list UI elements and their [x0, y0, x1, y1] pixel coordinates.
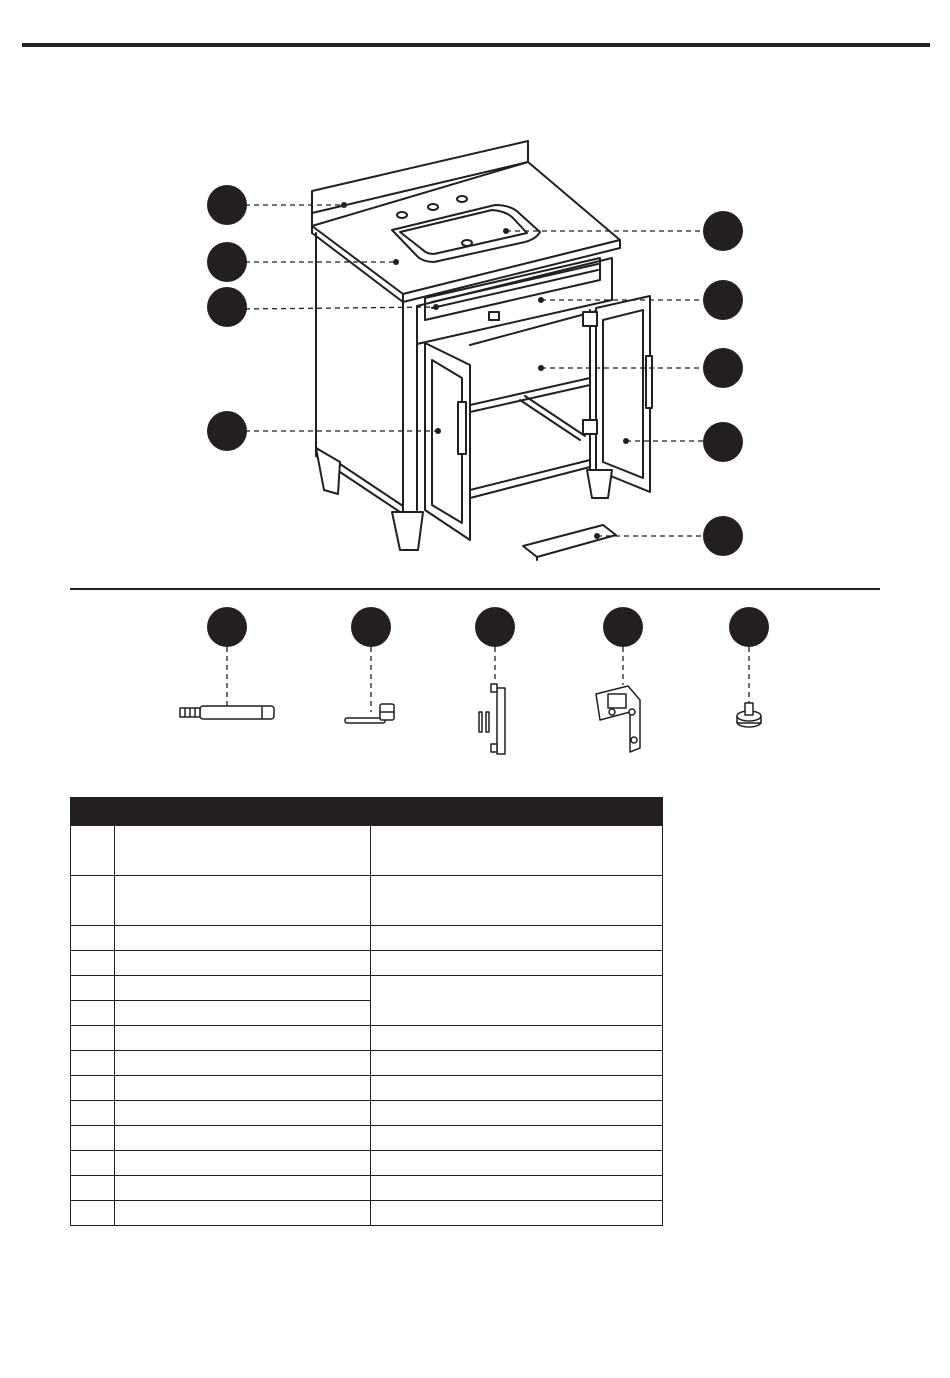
table-row	[71, 1051, 663, 1076]
table-row	[71, 1151, 663, 1176]
quantity-cell	[371, 1201, 663, 1226]
part-no-cell	[71, 1101, 115, 1126]
part-no-cell	[71, 1201, 115, 1226]
part-no-cell	[71, 1076, 115, 1101]
hinge-hardware	[596, 686, 640, 752]
description-cell	[115, 1101, 371, 1126]
description-cell	[115, 1201, 371, 1226]
table-row	[71, 976, 663, 1001]
part-no-cell	[71, 1026, 115, 1051]
description-cell	[115, 876, 371, 926]
callout-balloon	[475, 607, 515, 647]
description-cell	[115, 1076, 371, 1101]
table-row	[71, 826, 663, 876]
quantity-cell	[371, 1151, 663, 1176]
description-cell	[115, 1176, 371, 1201]
quantity-cell	[371, 1176, 663, 1201]
callout-balloon	[351, 607, 391, 647]
header-part-no	[71, 798, 115, 826]
part-no-cell	[71, 926, 115, 951]
part-no-cell	[71, 1051, 115, 1076]
description-cell	[115, 1051, 371, 1076]
quantity-cell	[371, 876, 663, 926]
description-cell	[115, 1001, 371, 1026]
table-header-row	[71, 798, 663, 826]
cam-bolt-hardware	[345, 704, 394, 723]
callout-balloon	[603, 607, 643, 647]
handle-hardware	[479, 684, 505, 754]
part-no-cell	[71, 1126, 115, 1151]
description-cell	[115, 976, 371, 1001]
dowel-hardware	[180, 706, 274, 719]
quantity-cell	[371, 1126, 663, 1151]
table-row	[71, 951, 663, 976]
quantity-cell	[371, 951, 663, 976]
part-no-cell	[71, 976, 115, 1001]
part-no-cell	[71, 1176, 115, 1201]
part-no-cell	[71, 1001, 115, 1026]
quantity-cell	[371, 976, 663, 1026]
description-cell	[115, 1151, 371, 1176]
header-quantity	[371, 798, 663, 826]
part-no-cell	[71, 826, 115, 876]
table-row	[71, 1176, 663, 1201]
callout-balloon	[729, 607, 769, 647]
table-row	[71, 1201, 663, 1226]
table-row	[71, 1076, 663, 1101]
quantity-cell	[371, 1051, 663, 1076]
quantity-cell	[371, 826, 663, 876]
table-row	[71, 876, 663, 926]
description-cell	[115, 826, 371, 876]
callout-balloon	[207, 607, 247, 647]
leveling-foot-hardware	[737, 703, 761, 727]
part-no-cell	[71, 951, 115, 976]
table-row	[71, 926, 663, 951]
part-no-cell	[71, 1151, 115, 1176]
quantity-cell	[371, 1101, 663, 1126]
description-cell	[115, 1026, 371, 1051]
part-no-cell	[71, 876, 115, 926]
table-row	[71, 1101, 663, 1126]
quantity-cell	[371, 1076, 663, 1101]
table-row	[71, 1126, 663, 1151]
description-cell	[115, 926, 371, 951]
table-row	[71, 1026, 663, 1051]
quantity-cell	[371, 926, 663, 951]
parts-table	[70, 797, 663, 1226]
quantity-cell	[371, 1026, 663, 1051]
description-cell	[115, 1126, 371, 1151]
description-cell	[115, 951, 371, 976]
header-description	[115, 798, 371, 826]
